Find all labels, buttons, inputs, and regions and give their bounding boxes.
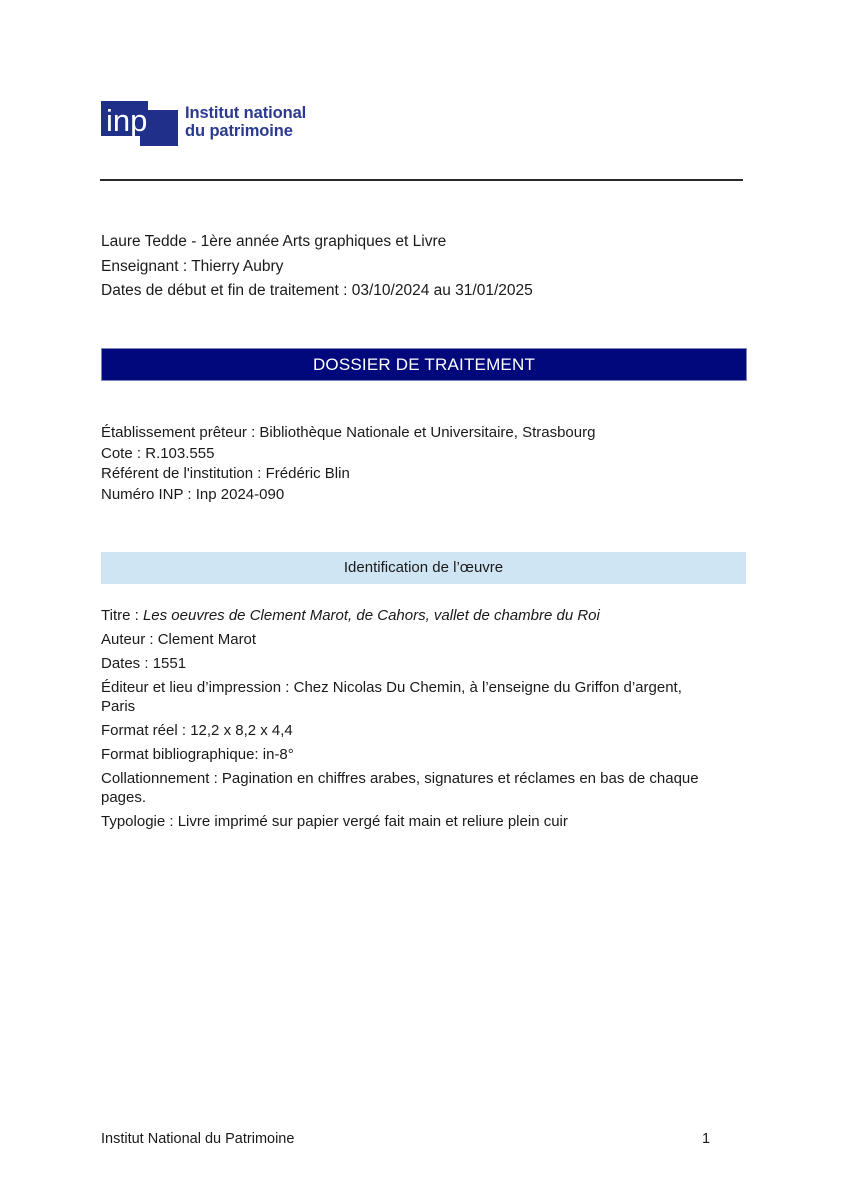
- typology-value: Livre imprimé sur papier vergé fait main et reliure plein cuir: [177, 813, 568, 830]
- collation-value: Pagination en chiffres arabes, signatures et réclames en bas de chaque pages.: [101, 770, 699, 806]
- shelfmark-label: Cote :: [101, 444, 142, 462]
- lender-label: Établissement prêteur :: [101, 424, 256, 441]
- referent-line: [101, 464, 595, 485]
- header-divider: [100, 179, 743, 181]
- title-label: Titre :: [101, 607, 139, 624]
- document-meta: [101, 230, 533, 304]
- publisher-value: Chez Nicolas Du Chemin, à l’enseigne du Griffon d’argent, Paris: [101, 679, 682, 715]
- shelfmark-value: R.103.555: [145, 444, 215, 462]
- footer-institution: Institut National du Patrimoine: [101, 1131, 295, 1147]
- teacher-label: Enseignant :: [101, 257, 188, 275]
- biblio-format-value: in-8°: [262, 746, 294, 763]
- author-value: Clement Marot: [157, 631, 257, 648]
- dates-work-line: [101, 654, 741, 673]
- real-format-value: 12,2 x 8,2 x 4,4: [190, 722, 293, 739]
- collation-label: Collationnement :: [101, 770, 218, 787]
- publisher-label: Éditeur et lieu d’impression :: [101, 679, 290, 696]
- lender-value: Bibliothèque Nationale et Universitaire, Strasbourg: [259, 424, 596, 441]
- inp-logo-mark: [101, 101, 179, 147]
- dates-work-value: 1551: [152, 655, 187, 672]
- dates-value: 03/10/2024 au 31/01/2025: [351, 282, 533, 299]
- publisher-line: [101, 678, 716, 716]
- identification-details: [101, 606, 741, 836]
- title-line: [101, 606, 741, 625]
- author-label: Auteur :: [101, 631, 154, 648]
- typology-line: [101, 812, 741, 831]
- typology-label: Typologie :: [101, 813, 174, 830]
- dossier-title-banner: DOSSIER DE TRAITEMENT: [101, 348, 747, 381]
- referent-value: Frédéric Blin: [265, 465, 350, 482]
- inp-number-line: [101, 485, 595, 506]
- biblio-format-line: [101, 745, 741, 764]
- real-format-label: Format réel :: [101, 722, 187, 739]
- teacher-value: Thierry Aubry: [191, 257, 284, 275]
- teacher-line: [101, 255, 533, 280]
- logo-wordmark: [185, 104, 306, 140]
- student-line: Laure Tedde - 1ère année Arts graphiques et Livre: [101, 233, 447, 250]
- shelfmark-line: [101, 444, 595, 465]
- logo-name-line1: Institut national: [185, 104, 307, 122]
- dates-label: Dates de début et fin de traitement :: [101, 282, 348, 299]
- biblio-format-label: Format bibliographique:: [101, 746, 259, 763]
- page-number: 1: [702, 1131, 711, 1147]
- author-line: [101, 630, 741, 649]
- logo-mark-text: inp: [106, 103, 148, 138]
- identification-section-header: Identification de l’œuvre: [101, 552, 746, 584]
- inp-number-value: Inp 2024-090: [195, 485, 285, 503]
- loan-info: [101, 423, 595, 505]
- lender-line: [101, 423, 595, 444]
- inp-number-label: Numéro INP :: [101, 485, 192, 503]
- inp-logo-shape: [101, 101, 179, 147]
- real-format-line: [101, 721, 741, 740]
- collation-line: [101, 769, 731, 807]
- logo-name-line2: du patrimoine: [185, 122, 293, 140]
- dates-line: [101, 279, 533, 304]
- dates-work-label: Dates :: [101, 655, 149, 672]
- referent-label: Référent de l'institution :: [101, 465, 262, 482]
- title-value: Les oeuvres de Clement Marot, de Cahors, vallet de chambre du Roi: [142, 607, 600, 624]
